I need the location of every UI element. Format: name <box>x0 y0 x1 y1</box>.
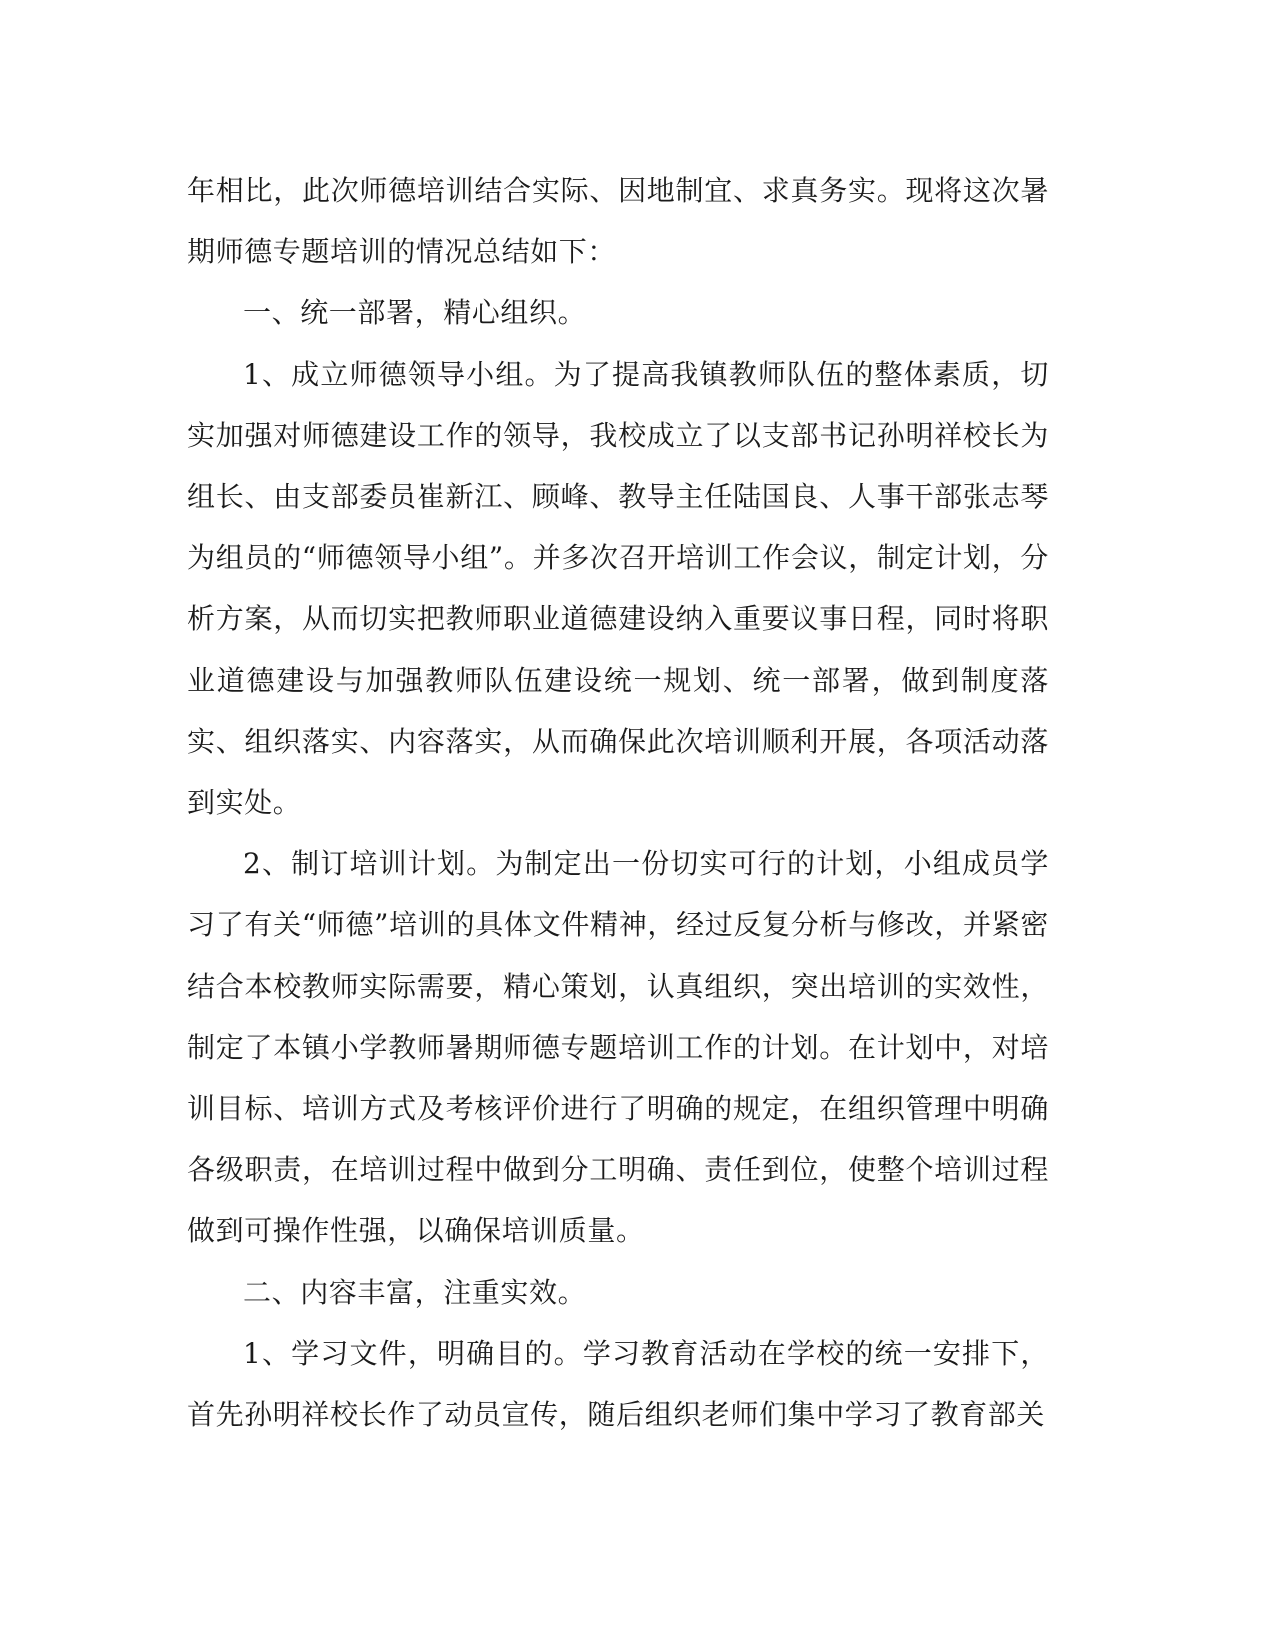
section-heading-1: 一、统一部署，精心组织。 <box>243 296 587 330</box>
paragraph-leadership-group: 1、成立师德领导小组。为了提高我镇教师队伍的整体素质，切实加强对师德建设工作的领导，我校成立了以支部书记孙明祥校长为组长、由支部委员崔新江、顾峰、教导主任陆国良、人事干部张志琴为组员的“师德领导小组”。并多次召开培训工作会议，制定计划，分析方案，从而切实把教师职业道德建设纳入重要议事日程，同时将职业道德建设与加强教师队伍建设统一规划、统一部署，做到制度落实、组织落实、内容落实，从而确保此次培训顺利开展，各项活动落到实处。 <box>187 357 1049 820</box>
document-body <box>187 160 1049 1445</box>
paragraph-intro: 年相比，此次师德培训结合实际、因地制宜、求真务实。现将这次暑期师德专题培训的情况总结如下： <box>187 174 1049 269</box>
paragraph-study-documents: 1、学习文件，明确目的。学习教育活动在学校的统一安排下，首先孙明祥校长作了动员宣传，随后组织老师们集中学习了教育部关 <box>187 1336 1049 1432</box>
paragraph-training-plan: 2、制订培训计划。为制定出一份切实可行的计划，小组成员学习了有关“师德”培训的具体文件精神，经过反复分析与修改，并紧密结合本校教师实际需要，精心策划，认真组织，突出培训的实效性，制定了本镇小学教师暑期师德专题培训工作的计划。在计划中，对培训目标、培训方式及考核评价进行了明确的规定，在组织管理中明确各级职责，在培训过程中做到分工明确、责任到位，使整个培训过程做到可操作性强，以确保培训质量。 <box>187 847 1049 1248</box>
section-heading-2: 二、内容丰富，注重实效。 <box>243 1275 587 1309</box>
